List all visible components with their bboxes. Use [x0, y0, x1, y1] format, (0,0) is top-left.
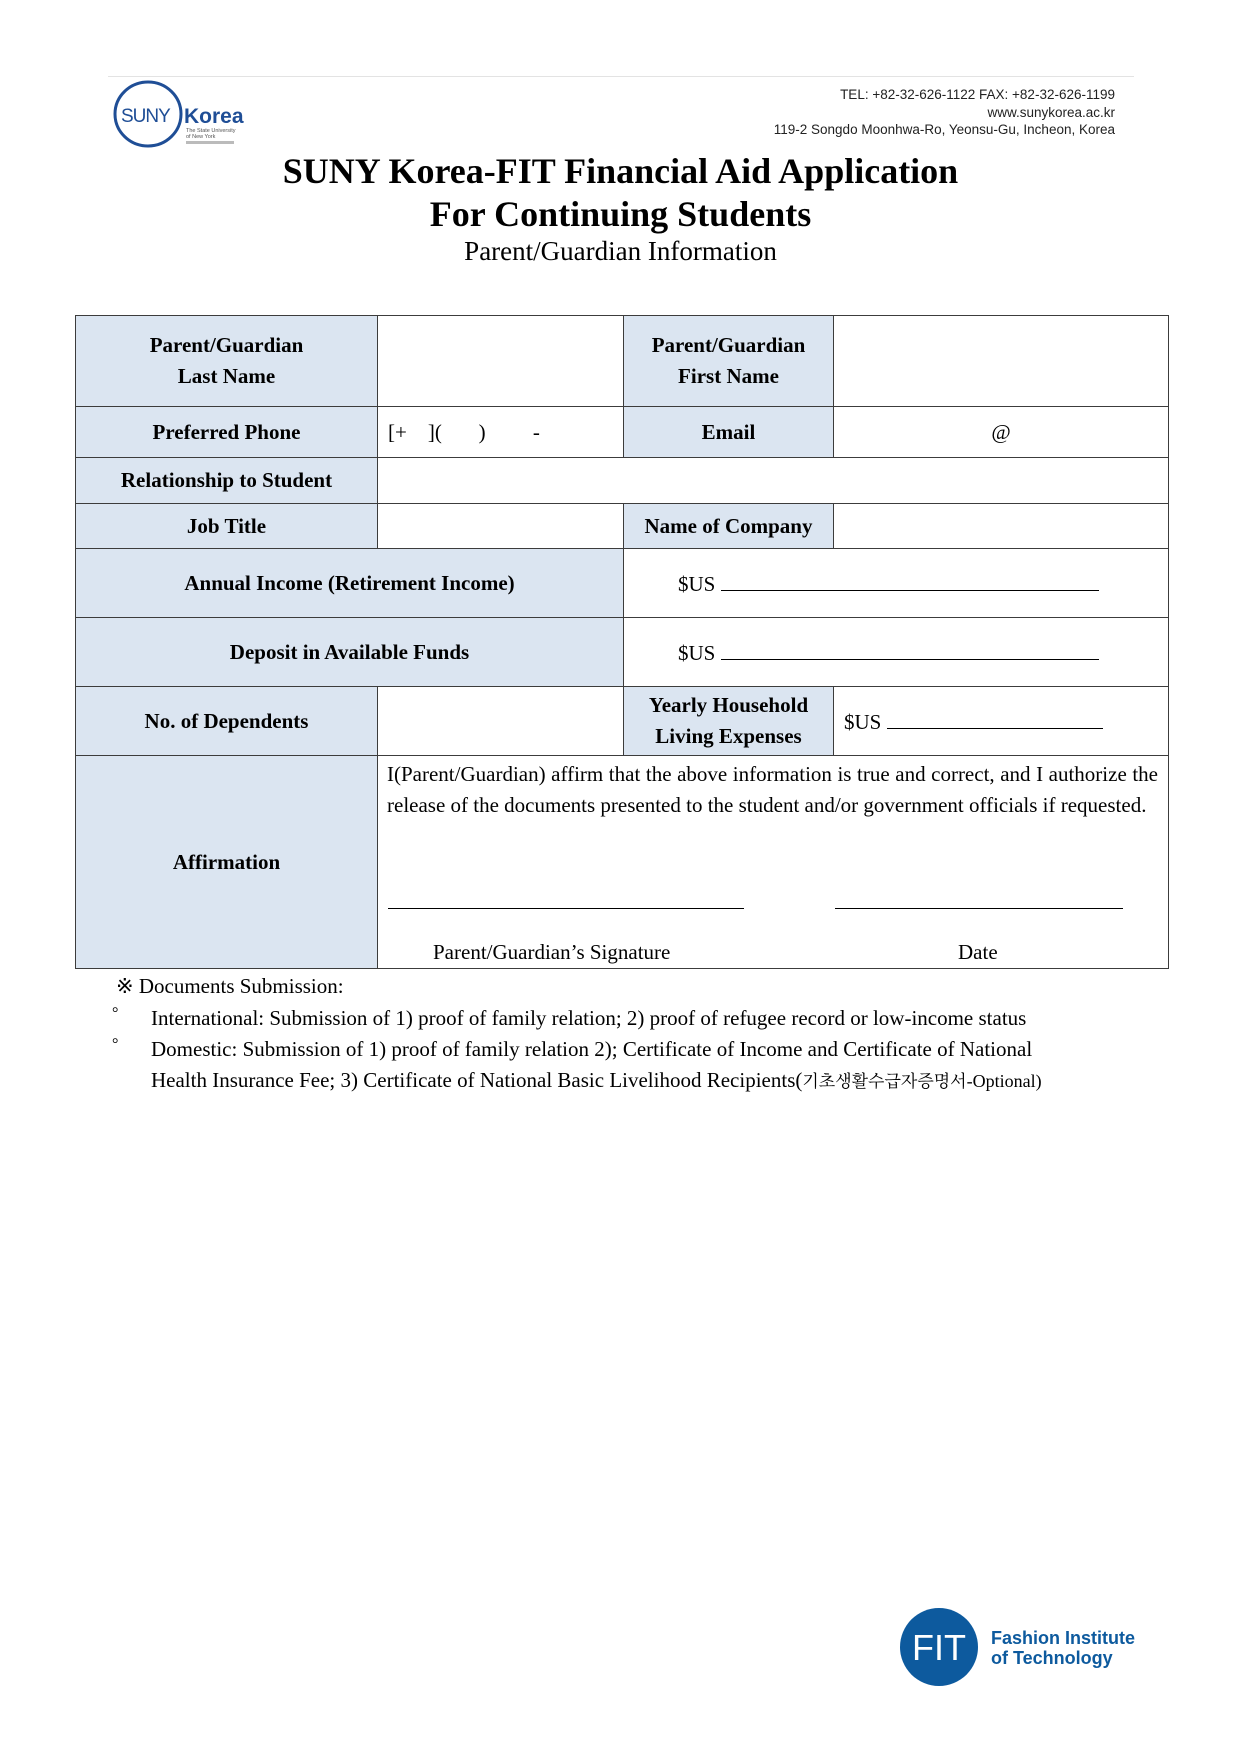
- logo-suny-text: SUNY: [121, 106, 170, 127]
- domestic-line-2-text: Health Insurance Fee; 3) Certificate of National Basic Livelihood Recipients(: [151, 1068, 803, 1092]
- logo-tagline-1: The State University: [186, 128, 236, 134]
- phone-field[interactable]: [+ ]( ) -: [378, 407, 624, 458]
- header-rule: [108, 76, 1134, 77]
- suny-korea-logo: [112, 78, 254, 152]
- fit-name-line-1: Fashion Institute: [991, 1628, 1135, 1648]
- company-label: Name of Company: [624, 504, 834, 549]
- deposit-currency: $US: [678, 640, 716, 665]
- first-name-field[interactable]: [834, 316, 1169, 407]
- date-label: Date: [958, 940, 998, 964]
- international-requirements: International: Submission of 1) proof of family relation; 2) proof of refugee record or low-income status: [151, 1006, 1027, 1030]
- household-blank-line: [887, 708, 1103, 729]
- last-name-field[interactable]: [378, 316, 624, 407]
- korean-certificate-name: 기초생활수급자증명서: [802, 1072, 967, 1092]
- fit-name-line-2: of Technology: [991, 1648, 1113, 1668]
- household-expenses-label: [624, 687, 834, 756]
- bullet-icon: °: [112, 1005, 119, 1022]
- first-name-label-line-1: Parent/Guardian: [651, 333, 806, 357]
- logo-korea-text: Korea: [184, 105, 244, 128]
- company-field[interactable]: [834, 504, 1169, 549]
- domestic-line-2: [151, 1065, 1161, 1098]
- domestic-requirements: [151, 1034, 1161, 1098]
- fit-mark-text: FIT: [912, 1627, 966, 1668]
- household-currency: $US: [844, 709, 882, 734]
- affirmation-label: Affirmation: [76, 756, 378, 969]
- relationship-field[interactable]: [378, 458, 1169, 504]
- contact-website[interactable]: www.sunykorea.ac.kr: [987, 104, 1115, 120]
- first-name-label-line-2: First Name: [678, 364, 779, 388]
- contact-tel-fax: TEL: +82-32-626-1122 FAX: +82-32-626-1199: [840, 87, 1115, 102]
- contact-address: 119-2 Songdo Moonhwa-Ro, Yeonsu-Gu, Incheon, Korea: [773, 122, 1115, 137]
- deposit-blank-line: [721, 639, 1099, 660]
- bullet-icon: °: [112, 1036, 119, 1053]
- annual-income-currency: $US: [678, 571, 716, 596]
- last-name-label-line-1: Parent/Guardian: [149, 333, 304, 357]
- annual-income-blank-line: [721, 570, 1099, 591]
- fit-logo: [900, 1607, 1140, 1687]
- email-label: Email: [624, 407, 834, 458]
- page-subtitle: Parent/Guardian Information: [464, 236, 777, 266]
- annual-income-field[interactable]: [624, 549, 1169, 618]
- dependents-field[interactable]: [378, 687, 624, 756]
- deposit-field[interactable]: [624, 618, 1169, 687]
- last-name-label-line-2: Last Name: [177, 364, 276, 388]
- logo-tagline-2: of New York: [186, 134, 216, 140]
- first-name-label: [624, 316, 834, 407]
- job-title-field[interactable]: [378, 504, 624, 549]
- deposit-label: Deposit in Available Funds: [76, 618, 624, 687]
- parent-guardian-form: [75, 315, 1169, 969]
- page-title-line-1: SUNY Korea-FIT Financial Aid Application: [282, 151, 959, 191]
- contact-info: [774, 86, 1115, 139]
- phone-label: Preferred Phone: [76, 407, 378, 458]
- annual-income-label: Annual Income (Retirement Income): [76, 549, 624, 618]
- job-title-label: Job Title: [76, 504, 378, 549]
- documents-heading: ※ Documents Submission:: [116, 974, 344, 998]
- signature-label: Parent/Guardian’s Signature: [433, 940, 671, 964]
- email-field[interactable]: @: [834, 407, 1169, 458]
- domestic-line-1: Domestic: Submission of 1) proof of family relation 2); Certificate of Income and Certificate of National: [151, 1037, 1033, 1061]
- page-title-line-2: For Continuing Students: [429, 194, 812, 234]
- household-expenses-field[interactable]: [834, 687, 1169, 756]
- relationship-label: Relationship to Student: [76, 458, 378, 504]
- affirmation-text: I(Parent/Guardian) affirm that the above information is true and correct, and I authorize the release of the documents presented to the student and/or government officials if requested.: [387, 762, 1158, 817]
- optional-note: -Optional): [966, 1071, 1042, 1091]
- household-label-line-2: Living Expenses: [655, 724, 802, 748]
- date-line[interactable]: [835, 908, 1123, 909]
- last-name-label: [76, 316, 378, 407]
- signature-line[interactable]: [388, 908, 744, 909]
- household-label-line-1: Yearly Household: [648, 693, 809, 717]
- affirmation-cell: [378, 756, 1169, 969]
- dependents-label: No. of Dependents: [76, 687, 378, 756]
